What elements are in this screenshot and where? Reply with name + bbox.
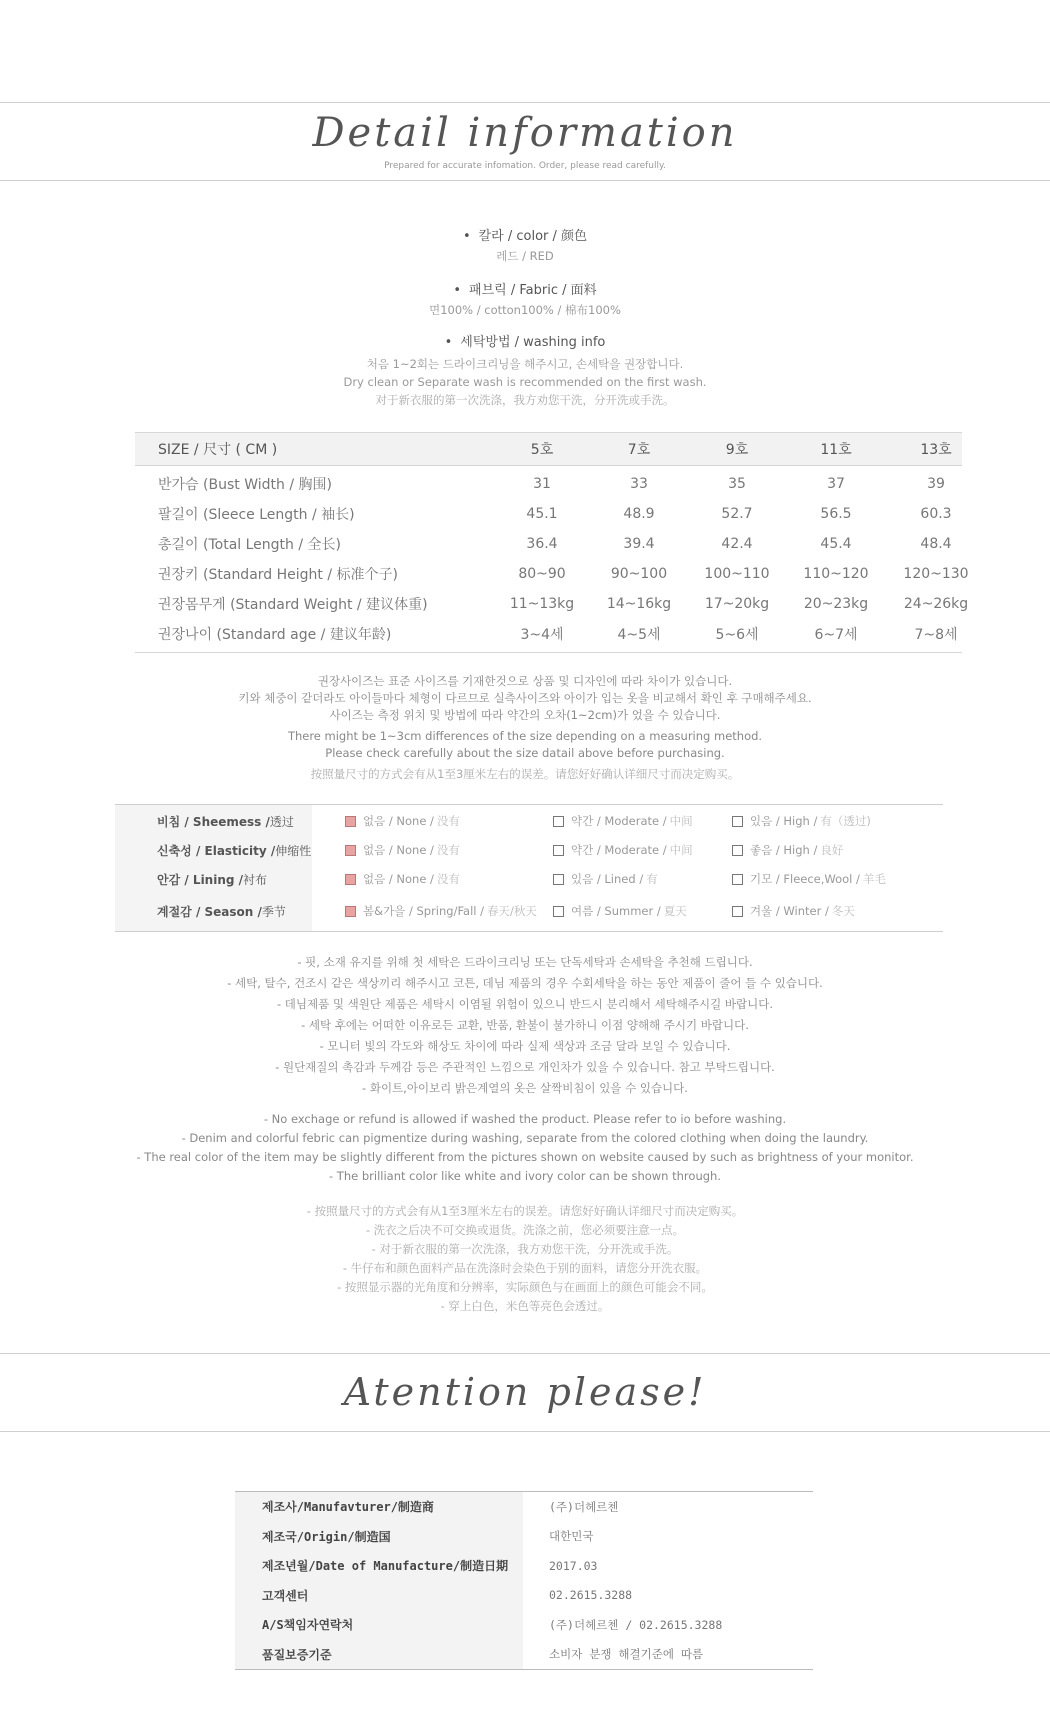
size-value: 45.4 (820, 536, 852, 552)
size-row-label: 총길이 (Total Length / 全长) (158, 537, 341, 553)
manufacturer-row (235, 1610, 813, 1640)
care-notes (0, 952, 1050, 1316)
property-option[interactable] (732, 806, 871, 836)
size-header-col: 11호 (820, 442, 852, 458)
size-value: 11~13kg (509, 596, 575, 612)
property-option[interactable] (345, 896, 537, 926)
checkbox-icon[interactable] (345, 816, 356, 827)
size-value: 48.4 (920, 536, 952, 552)
size-value: 24~26kg (903, 596, 969, 612)
color-heading: 칼라 / color / 颜色 (478, 229, 588, 244)
property-option[interactable] (732, 896, 855, 926)
care-note-kr: - 원단재질의 촉감과 두께감 등은 주관적인 느낌으로 개인차가 있을 수 있습니다. 참고 부탁드립니다. (275, 1060, 775, 1074)
property-option[interactable] (345, 835, 460, 865)
detail-info-banner (0, 102, 1050, 181)
size-header-col: 7호 (627, 442, 651, 458)
checkbox-icon[interactable] (553, 845, 564, 856)
option-label: 기모 / Fleece,Wool / (750, 872, 860, 886)
option-label: 없음 / None / (363, 843, 434, 857)
property-option[interactable] (345, 806, 460, 836)
size-value: 7~8세 (914, 627, 958, 643)
size-header-label: SIZE / 尺寸 ( CM ) (158, 442, 278, 458)
property-option[interactable] (553, 864, 658, 894)
property-option[interactable] (345, 864, 460, 894)
property-row (115, 806, 943, 836)
option-label-cn: 春天/秋天 (487, 904, 537, 918)
option-label: 있음 / High / (750, 814, 818, 828)
option-label-cn: 羊毛 (862, 872, 886, 886)
size-note-en: Please check carefully about the size datail above before purchasing. (325, 746, 725, 760)
manufacturer-row (235, 1492, 813, 1522)
property-row (115, 864, 943, 894)
size-value: 45.1 (526, 506, 558, 522)
size-header-col: 9호 (725, 442, 749, 458)
manufacturer-key: 제조국/Origin/制造国 (235, 1522, 523, 1552)
size-value: 6~7세 (814, 627, 858, 643)
size-value: 4~5세 (617, 627, 661, 643)
size-note-cn: 按照量尺寸的方式会有从1至3厘米左右的误差。请您好好确认详细尺寸而决定购买。 (310, 767, 740, 781)
size-row (135, 589, 969, 619)
size-value: 37 (827, 476, 845, 492)
property-option[interactable] (553, 806, 693, 836)
property-option[interactable] (732, 864, 886, 894)
size-value: 60.3 (920, 506, 952, 522)
attention-banner (0, 1353, 1050, 1432)
size-row-label: 권장나이 (Standard age / 建议年龄) (158, 627, 392, 643)
attention-title: Atention please! (343, 1370, 707, 1414)
size-row-label: 팔길이 (Sleece Length / 袖长) (158, 507, 355, 523)
size-value: 42.4 (721, 536, 753, 552)
fabric-properties (115, 804, 943, 932)
checkbox-icon[interactable] (732, 906, 743, 917)
size-note-en: There might be 1~3cm differences of the size depending on a measuring method. (287, 729, 763, 743)
size-value: 48.9 (623, 506, 655, 522)
size-value: 17~20kg (704, 596, 770, 612)
size-row (135, 619, 962, 649)
size-note-kr: 키와 체중이 같더라도 아이들마다 체형이 다르므로 실측사이즈와 아이가 입는 옷을 비교해서 확인 후 구매해주세요. (238, 691, 812, 705)
manufacturer-key: A/S책임자연락처 (235, 1610, 523, 1640)
option-label: 좋음 / High / (750, 843, 818, 857)
fabric-heading: 패브릭 / Fabric / 面料 (469, 283, 597, 298)
washing-line-cn: 对于新衣服的第一次洗涤，我方劝您干洗，分开洗或手洗。 (375, 393, 675, 407)
manufacturer-table (235, 1491, 813, 1670)
size-value: 120~130 (903, 566, 969, 582)
option-label-cn: 冬天 (831, 904, 855, 918)
bullet-icon: • (462, 229, 471, 244)
size-value: 20~23kg (803, 596, 869, 612)
care-note-en: - The real color of the item may be slightly different from the pictures shown on website caused by such as brightness of your monitor. (136, 1150, 914, 1164)
size-notes (0, 673, 1050, 783)
option-label-cn: 没有 (436, 843, 460, 857)
care-note-cn: - 穿上白色，米色等亮色会透过。 (440, 1299, 610, 1313)
detail-info-title: Detail information (312, 110, 738, 156)
care-note-cn: - 牛仔布和颜色面料产品在洗涤时会染色于别的面料，请您分开洗衣服。 (342, 1261, 708, 1275)
checkbox-icon[interactable] (732, 845, 743, 856)
manufacturer-value: 02.2615.3288 (549, 1588, 633, 1603)
size-header-col: 5호 (530, 442, 554, 458)
care-note-en: - The brilliant color like white and ivory color can be shown through. (329, 1169, 721, 1183)
property-label: 신축성 / Elasticity / 伸缩性 (157, 843, 312, 858)
manufacturer-row (235, 1551, 813, 1581)
property-row (115, 896, 943, 926)
checkbox-icon[interactable] (345, 874, 356, 885)
property-option[interactable] (553, 896, 687, 926)
size-value: 56.5 (820, 506, 852, 522)
option-label-cn: 没有 (436, 814, 460, 828)
manufacturer-row (235, 1522, 813, 1552)
size-value: 5~6세 (715, 627, 759, 643)
size-row (135, 529, 962, 559)
size-note-kr: 사이즈는 측정 위치 및 방법에 따라 약간의 오차(1~2cm)가 었을 수 있습니다. (329, 708, 721, 722)
option-label: 여름 / Summer / (571, 904, 661, 918)
manufacturer-key: 제조사/Manufavturer/制造商 (235, 1492, 523, 1522)
size-table-header (135, 432, 962, 466)
property-option[interactable] (732, 835, 843, 865)
size-value: 3~4세 (520, 627, 564, 643)
care-note-en: - Denim and colorful febric can pigmentize during washing, separate from the colored clothing when doing the laundry. (181, 1131, 869, 1145)
option-label: 봄&가을 / Spring/Fall / (363, 904, 484, 918)
size-row (135, 499, 962, 529)
washing-line-kr: 처음 1~2회는 드라이크리닝을 해주시고, 손세탁을 권장합니다. (366, 357, 684, 371)
option-label-cn: 夏天 (663, 904, 687, 918)
size-value: 52.7 (721, 506, 753, 522)
manufacturer-value: (주)더헤르첸 / 02.2615.3288 (549, 1617, 723, 1632)
size-row (135, 469, 962, 499)
washing-info (0, 331, 1050, 408)
care-note-kr: - 모니터 빛의 각도와 해상도 차이에 따라 실제 색상과 조금 달라 보일 수 있습니다. (319, 1039, 731, 1053)
manufacturer-key: 품질보증기준 (235, 1640, 523, 1670)
size-table-body (135, 469, 969, 653)
option-label: 약간 / Moderate / (571, 814, 667, 828)
option-label: 있음 / Lined / (571, 872, 644, 886)
checkbox-icon[interactable] (345, 845, 356, 856)
checkbox-icon[interactable] (345, 906, 356, 917)
size-row-label: 권장키 (Standard Height / 标准个子) (158, 567, 398, 583)
manufacturer-value: (주)더헤르첸 (549, 1499, 619, 1514)
detail-info-subtitle: Prepared for accurate infomation. Order, please read carefully. (384, 161, 666, 171)
color-value: 레드 / RED (496, 249, 554, 263)
size-value: 39.4 (623, 536, 655, 552)
manufacturer-value: 소비자 분쟁 해결기준에 따름 (549, 1647, 704, 1662)
care-note-cn: - 对于新衣服的第一次洗涤，我方劝您干洗，分开洗或手洗。 (371, 1242, 679, 1256)
size-header-col: 13호 (920, 442, 952, 458)
size-value: 31 (533, 476, 551, 492)
size-value: 80~90 (518, 566, 566, 582)
size-value: 110~120 (803, 566, 869, 582)
care-note-kr: - 세탁, 탈수, 건조시 같은 색상끼리 해주시고 코튼, 데님 제품의 경우 수회세탁을 하는 동안 제품이 줄어 들 수 있습니다. (227, 976, 823, 990)
bullet-icon: • (453, 283, 462, 298)
option-label: 없음 / None / (363, 872, 434, 886)
size-note-kr: 권장사이즈는 표준 사이즈를 기재한것으로 상품 및 디자인에 따라 차이가 있습니다. (317, 674, 733, 688)
property-label: 비침 / Sheemess / 透过 (157, 814, 294, 829)
checkbox-icon[interactable] (732, 874, 743, 885)
manufacturer-key: 고객센터 (235, 1581, 523, 1611)
option-label: 겨울 / Winter / (750, 904, 829, 918)
manufacturer-value: 대한민국 (549, 1529, 594, 1544)
option-label-cn: 有（透过) (820, 814, 871, 828)
size-value: 33 (630, 476, 648, 492)
bullet-icon: • (444, 335, 453, 350)
care-note-kr: - 핏, 소재 유지를 위해 첫 세탁은 드라이크리닝 또는 단독세탁과 손세탁을 추천해 드립니다. (297, 955, 753, 969)
option-label-cn: 有 (646, 872, 658, 886)
checkbox-icon[interactable] (732, 816, 743, 827)
option-label-cn: 没有 (436, 872, 460, 886)
option-label: 약간 / Moderate / (571, 843, 667, 857)
size-value: 39 (927, 476, 945, 492)
manufacturer-value: 2017.03 (549, 1558, 598, 1573)
checkbox-icon[interactable] (553, 874, 564, 885)
washing-line-en: Dry clean or Separate wash is recommended on the first wash. (343, 375, 707, 389)
care-note-cn: - 按照量尺寸的方式会有从1至3厘米左右的误差。请您好好确认详细尺寸而决定购买。 (306, 1204, 744, 1218)
option-label: 없음 / None / (363, 814, 434, 828)
manufacturer-row (235, 1581, 813, 1611)
size-table (135, 432, 969, 653)
manufacturer-key: 제조년월/Date of Manufacture/制造日期 (235, 1551, 523, 1581)
size-value: 14~16kg (606, 596, 672, 612)
checkbox-icon[interactable] (553, 906, 564, 917)
property-label: 안감 / Lining / 衬布 (157, 872, 268, 887)
property-option[interactable] (553, 835, 693, 865)
option-label-cn: 良好 (820, 843, 844, 857)
care-note-kr: - 데님제품 및 색원단 제품은 세탁시 이염될 위험이 있으니 반드시 분리해서 세탁해주시길 바랍니다. (276, 997, 774, 1011)
size-row-label: 반가슴 (Bust Width / 胸围) (158, 477, 332, 493)
option-label-cn: 中间 (669, 814, 693, 828)
manufacturer-row (235, 1640, 813, 1670)
size-value: 36.4 (526, 536, 558, 552)
fabric-value: 면100% / cotton100% / 棉布100% (429, 303, 621, 317)
care-note-cn: - 按照显示器的光角度和分辨率，实际颜色与在画面上的颜色可能会不同。 (337, 1280, 713, 1294)
size-row (135, 559, 969, 589)
care-note-kr: - 세탁 후에는 어떠한 이유로든 교환, 반품, 환불이 불가하니 이점 양해해 주시기 바랍니다. (301, 1018, 749, 1032)
size-value: 90~100 (610, 566, 668, 582)
property-label: 계절감 / Season / 季节 (157, 904, 286, 919)
size-value: 100~110 (704, 566, 770, 582)
option-label-cn: 中间 (669, 843, 693, 857)
care-note-kr: - 화이트,아이보리 밝은계열의 옷은 살짝비침이 있을 수 있습니다. (362, 1081, 688, 1095)
checkbox-icon[interactable] (553, 816, 564, 827)
size-value: 35 (728, 476, 746, 492)
fabric-info (0, 279, 1050, 318)
washing-heading: 세탁방법 / washing info (460, 335, 606, 350)
size-row-label: 권장몸무게 (Standard Weight / 建议体重) (158, 597, 428, 613)
color-info (0, 225, 1050, 264)
property-row (115, 835, 943, 865)
care-note-en: - No exchage or refund is allowed if washed the product. Please refer to io before washing. (263, 1112, 787, 1126)
care-note-cn: - 洗衣之后决不可交换或退货。洗涤之前，您必须要注意一点。 (365, 1223, 685, 1237)
